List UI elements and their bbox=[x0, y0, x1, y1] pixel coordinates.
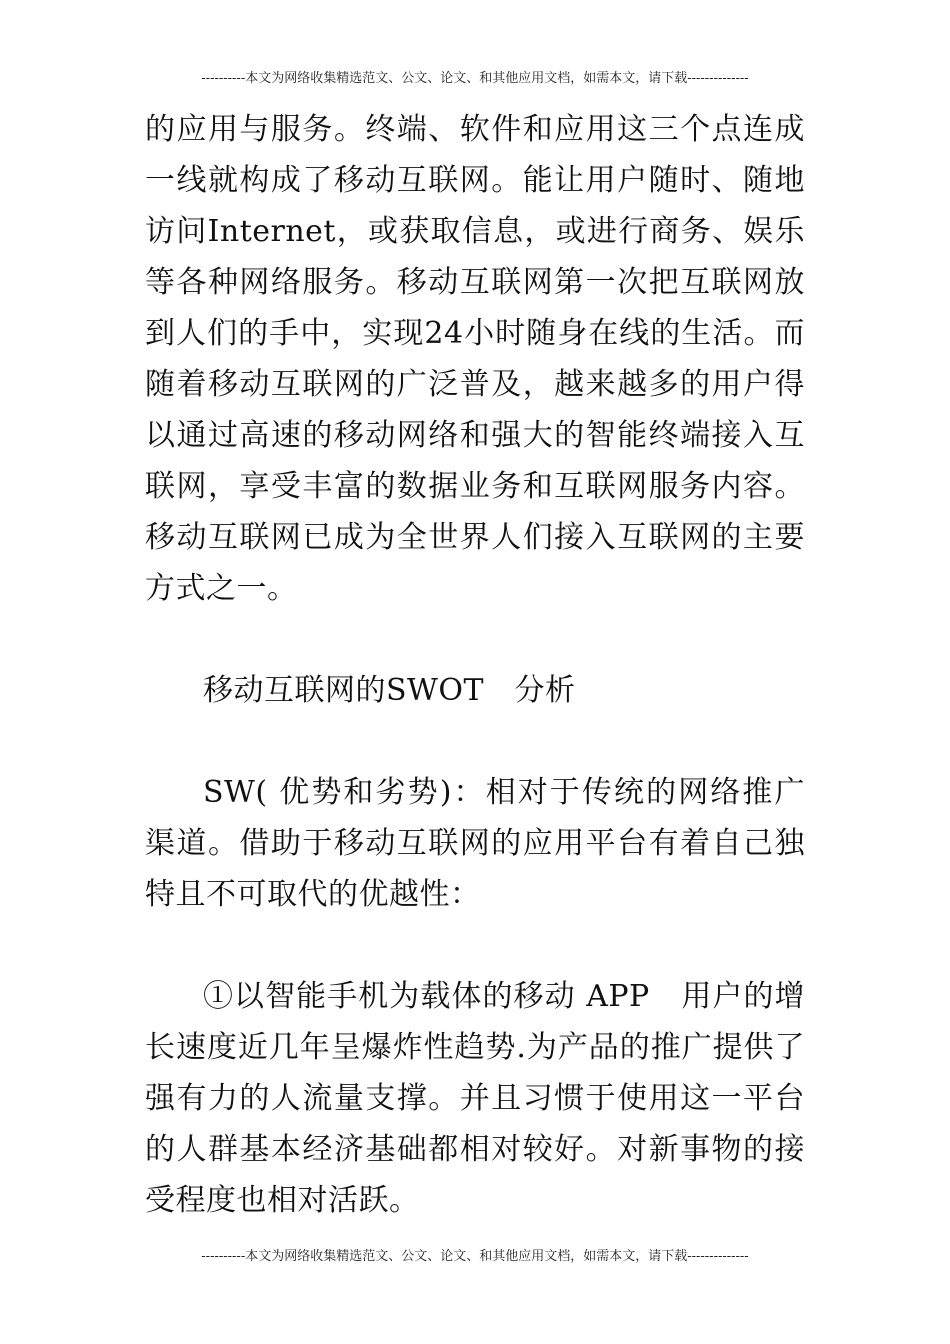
document-body bbox=[145, 104, 805, 1226]
paragraph-point-1: ①以智能手机为载体的移动 APP 用户的增长速度近几年呈爆炸性趋势.为产品的推广提供了强有力的人流量支撑。并且习惯于使用这一平台的人群基本经济基础都相对较好。对新事物的接受程度也相对活跃。 bbox=[145, 979, 805, 1218]
page-footer: ----------本文为网络收集精选范文、公文、论文、和其他应用文档，如需本文，请下载-------------- bbox=[201, 1249, 749, 1264]
paragraph-sw: SW( 优势和劣势)：相对于传统的网络推广渠道。借助于移动互联网的应用平台有着自己独特且不可取代的优越性： bbox=[145, 775, 805, 912]
section-heading-swot: 移动互联网的SWOT 分析 bbox=[203, 673, 576, 708]
page-header: ----------本文为网络收集精选范文、公文、论文、和其他应用文档，如需本文，请下载-------------- bbox=[201, 71, 749, 86]
paragraph-intro: 的应用与服务。终端、软件和应用这三个点连成一线就构成了移动互联网。能让用户随时、随地访问Internet，或获取信息，或进行商务、娱乐等各种网络服务。移动互联网第一次把互联网放到人们的手中，实现24小时随身在线的生活。而随着移动互联网的广泛普及，越来越多的用户得以通过高速的移动网络和强大的智能终端接入互联网，享受丰富的数据业务和互联网服务内容。移动互联网已成为全世界人们接入互联网的主要方式之一。 bbox=[145, 112, 805, 606]
